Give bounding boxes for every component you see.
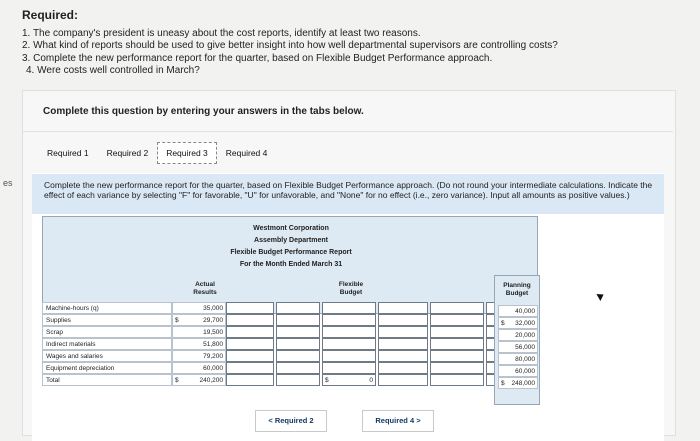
flexible-budget-total[interactable] (322, 374, 376, 386)
answer-input[interactable] (226, 374, 274, 386)
answer-input[interactable] (226, 302, 274, 314)
currency-symbol: $ (175, 317, 179, 324)
answer-input[interactable] (378, 374, 428, 386)
answer-input[interactable] (322, 302, 376, 314)
row-label: Machine-hours (q) (42, 302, 172, 314)
answer-input[interactable] (226, 326, 274, 338)
tab-required-4[interactable]: Required 4 (225, 148, 268, 158)
answer-input[interactable] (430, 326, 484, 338)
planning-amount: 80,000 (515, 356, 535, 363)
currency-symbol: $ (325, 377, 329, 384)
report-row (42, 362, 538, 374)
answer-input[interactable] (430, 314, 484, 326)
actual-amount: 35,000 (203, 305, 223, 312)
answer-input[interactable] (378, 302, 428, 314)
planning-budget-header: Planning Budget (503, 282, 531, 297)
planning-value (498, 353, 538, 365)
planning-value (498, 365, 538, 377)
answer-input[interactable] (276, 374, 320, 386)
planning-value (498, 329, 538, 341)
actual-value (172, 314, 226, 326)
answer-input[interactable] (276, 326, 320, 338)
report-row (42, 302, 538, 314)
actual-value (172, 374, 226, 386)
stray-text: es (3, 178, 13, 188)
planning-amount: 60,000 (515, 368, 535, 375)
answer-input[interactable] (276, 314, 320, 326)
department-name: Assembly Department (254, 237, 328, 244)
prev-button[interactable]: < Required 2 (255, 410, 327, 432)
actual-amount: 60,000 (203, 365, 223, 372)
answer-input[interactable] (430, 350, 484, 362)
answer-input[interactable] (226, 314, 274, 326)
row-label: Supplies (42, 314, 172, 326)
flexible-budget-header: Flexible Budget (338, 281, 364, 296)
tab-bar (38, 142, 276, 164)
planning-amount: 40,000 (515, 308, 535, 315)
actual-value (172, 362, 226, 374)
answer-input[interactable] (430, 374, 484, 386)
currency-symbol: $ (501, 320, 505, 327)
planning-rows (496, 305, 540, 405)
question-1: 1. The company's president is uneasy about the cost reports, identify at least two reasons. (22, 28, 421, 39)
answer-input[interactable] (226, 350, 274, 362)
report-rows (42, 302, 538, 402)
report-row (42, 326, 538, 338)
answer-input[interactable] (430, 302, 484, 314)
answer-input[interactable] (322, 350, 376, 362)
actual-value (172, 326, 226, 338)
next-button[interactable]: Required 4 > (362, 410, 434, 432)
report-row (42, 338, 538, 350)
report-period: For the Month Ended March 31 (239, 261, 343, 268)
answer-input[interactable] (226, 362, 274, 374)
row-label: Indirect materials (42, 338, 172, 350)
planning-amount: 248,000 (511, 380, 535, 387)
row-label: Total (42, 374, 172, 386)
report-name: Flexible Budget Performance Report (230, 249, 352, 256)
report-row (42, 374, 538, 386)
planning-value (498, 341, 538, 353)
actual-amount: 240,200 (199, 377, 223, 384)
answer-input[interactable] (276, 302, 320, 314)
answer-input[interactable] (430, 338, 484, 350)
actual-amount: 19,500 (203, 329, 223, 336)
flexible-total-amount: 0 (369, 377, 373, 384)
question-2: 2. What kind of reports should be used to give better insight into how well departmental supervisors are controlling costs? (22, 40, 558, 51)
actual-amount: 51,800 (203, 341, 223, 348)
currency-symbol: $ (501, 380, 505, 387)
answer-input[interactable] (226, 338, 274, 350)
answer-input[interactable] (322, 362, 376, 374)
actual-results-header: Actual Results (193, 281, 217, 296)
answer-input[interactable] (378, 338, 428, 350)
answer-input[interactable] (322, 314, 376, 326)
actual-amount: 29,700 (203, 317, 223, 324)
answer-input[interactable] (378, 326, 428, 338)
answer-input[interactable] (378, 314, 428, 326)
answer-input[interactable] (276, 350, 320, 362)
answer-input[interactable] (322, 338, 376, 350)
question-3: 3. Complete the new performance report for the quarter, based on Flexible Budget Performance approach. (22, 53, 493, 64)
tab-required-1[interactable]: Required 1 (47, 148, 89, 158)
actual-value (172, 302, 226, 314)
report-row (42, 314, 538, 326)
planning-amount: 56,000 (515, 344, 535, 351)
currency-symbol: $ (175, 377, 179, 384)
question-4: 4. Were costs well controlled in March? (26, 65, 200, 76)
row-label: Scrap (42, 326, 172, 338)
answer-input[interactable] (430, 362, 484, 374)
answer-input[interactable] (276, 338, 320, 350)
instruction-text: Complete this question by entering your answers in the tabs below. (43, 105, 364, 117)
answer-input[interactable] (378, 350, 428, 362)
required-heading: Required: (22, 8, 79, 22)
tab-required-3[interactable]: Required 3 (157, 142, 217, 164)
planning-amount: 32,000 (515, 320, 535, 327)
actual-amount: 79,200 (203, 353, 223, 360)
answer-input[interactable] (276, 362, 320, 374)
info-text: Complete the new performance report for the quarter, based on Flexible Budget Performance approach. (Do not round your intermediate calculations. Indicate the effect of each variance by selecting "F" for favorable, "U" for unfavorable, and "None" for no effect (i.e., zero variance). Input all amounts as positive values.) (44, 180, 653, 200)
report-row (42, 350, 538, 362)
actual-value (172, 350, 226, 362)
row-label: Wages and salaries (42, 350, 172, 362)
instruction-box (23, 91, 673, 132)
actual-value (172, 338, 226, 350)
planning-value (498, 305, 538, 317)
planning-amount: 20,000 (515, 332, 535, 339)
planning-value (498, 377, 538, 389)
planning-value (498, 317, 538, 329)
answer-input[interactable] (322, 326, 376, 338)
company-name: Westmont Corporation (253, 225, 329, 232)
tab-required-2[interactable]: Required 2 (106, 148, 149, 158)
report-header (42, 216, 538, 314)
row-label: Equipment depreciation (42, 362, 172, 374)
answer-input[interactable] (378, 362, 428, 374)
